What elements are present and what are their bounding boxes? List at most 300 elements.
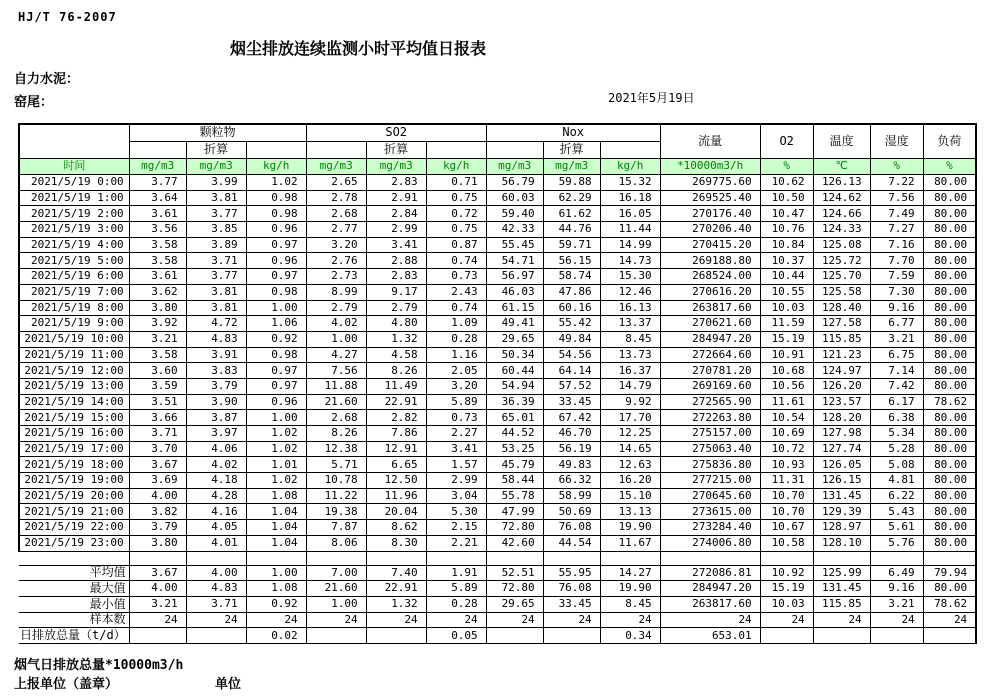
value-cell: 4.27 <box>306 347 366 363</box>
group-header: SO2 <box>306 124 486 142</box>
value-cell: 11.96 <box>366 488 426 504</box>
summary-value-cell: 24 <box>306 612 366 628</box>
summary-value-cell: 0.92 <box>246 596 306 612</box>
summary-value-cell: 24 <box>600 612 660 628</box>
group-header: Nox <box>486 124 660 142</box>
value-cell: 5.28 <box>870 441 923 457</box>
summary-value-cell: 272086.81 <box>660 565 760 581</box>
value-cell: 0.28 <box>426 331 486 347</box>
page-title: 烟尘排放连续监测小时平均值日报表 <box>230 39 487 58</box>
value-cell: 54.71 <box>486 253 543 269</box>
value-cell: 5.08 <box>870 457 923 473</box>
value-cell: 284947.20 <box>660 331 760 347</box>
value-cell: 9.16 <box>870 300 923 316</box>
value-cell: 12.91 <box>366 441 426 457</box>
table-row <box>19 331 976 347</box>
value-cell: 3.89 <box>186 237 246 253</box>
value-cell: 2.82 <box>366 410 426 426</box>
value-cell: 0.73 <box>426 410 486 426</box>
report-date: 2021年5月19日 <box>608 91 695 105</box>
value-cell: 3.61 <box>129 206 186 222</box>
value-cell: 36.39 <box>486 394 543 410</box>
value-cell: 124.97 <box>813 363 870 379</box>
value-cell: 3.79 <box>186 378 246 394</box>
time-cell: 2021/5/19 10:00 <box>19 331 129 347</box>
summary-value-cell <box>186 628 246 644</box>
blank-cell <box>870 551 923 565</box>
table-row <box>19 237 976 253</box>
value-cell: 4.02 <box>186 457 246 473</box>
converted-header: 折算 <box>543 142 600 159</box>
summary-value-cell: 22.91 <box>366 581 426 597</box>
value-cell: 127.98 <box>813 426 870 442</box>
value-cell: 1.02 <box>246 473 306 489</box>
value-cell: 3.61 <box>129 269 186 285</box>
value-cell: 19.90 <box>600 520 660 536</box>
header-row-units <box>19 159 976 175</box>
value-cell: 42.60 <box>486 535 543 551</box>
summary-value-cell: 19.90 <box>600 581 660 597</box>
value-cell: 126.15 <box>813 473 870 489</box>
value-cell: 80.00 <box>923 488 976 504</box>
company-name: 自力水泥： <box>14 72 80 87</box>
summary-value-cell: 24 <box>760 612 813 628</box>
value-cell: 7.59 <box>870 269 923 285</box>
value-cell: 80.00 <box>923 457 976 473</box>
table-row <box>19 441 976 457</box>
value-cell: 15.32 <box>600 175 660 191</box>
value-cell: 7.49 <box>870 206 923 222</box>
table-body <box>19 175 976 644</box>
value-cell: 7.16 <box>870 237 923 253</box>
value-cell: 47.99 <box>486 504 543 520</box>
value-cell: 6.65 <box>366 457 426 473</box>
value-cell: 64.14 <box>543 363 600 379</box>
value-cell: 11.59 <box>760 316 813 332</box>
value-cell: 4.80 <box>366 316 426 332</box>
value-cell: 54.56 <box>543 347 600 363</box>
value-cell: 50.34 <box>486 347 543 363</box>
summary-label: 最小值 <box>19 596 129 612</box>
value-cell: 124.62 <box>813 190 870 206</box>
value-cell: 6.17 <box>870 394 923 410</box>
value-cell: 270206.40 <box>660 222 760 238</box>
value-cell: 5.34 <box>870 426 923 442</box>
time-cell: 2021/5/19 13:00 <box>19 378 129 394</box>
value-cell: 17.70 <box>600 410 660 426</box>
value-cell: 1.04 <box>246 535 306 551</box>
value-cell: 3.83 <box>186 363 246 379</box>
value-cell: 269188.80 <box>660 253 760 269</box>
time-cell: 2021/5/19 16:00 <box>19 426 129 442</box>
value-cell: 80.00 <box>923 504 976 520</box>
summary-value-cell: 0.28 <box>426 596 486 612</box>
summary-value-cell: 263817.60 <box>660 596 760 612</box>
column-header: 温度 <box>813 124 870 159</box>
value-cell: 80.00 <box>923 441 976 457</box>
unit-header: *10000m3/h <box>660 159 760 175</box>
value-cell: 80.00 <box>923 331 976 347</box>
value-cell: 0.96 <box>246 222 306 238</box>
value-cell: 4.01 <box>186 535 246 551</box>
table-row <box>19 520 976 536</box>
value-cell: 3.51 <box>129 394 186 410</box>
value-cell: 4.83 <box>186 331 246 347</box>
value-cell: 0.98 <box>246 284 306 300</box>
value-cell: 16.20 <box>600 473 660 489</box>
value-cell: 3.69 <box>129 473 186 489</box>
table-row <box>19 363 976 379</box>
value-cell: 115.85 <box>813 331 870 347</box>
value-cell: 4.16 <box>186 504 246 520</box>
value-cell: 44.52 <box>486 426 543 442</box>
value-cell: 9.92 <box>600 394 660 410</box>
value-cell: 0.98 <box>246 347 306 363</box>
value-cell: 12.50 <box>366 473 426 489</box>
value-cell: 127.58 <box>813 316 870 332</box>
value-cell: 1.00 <box>246 410 306 426</box>
time-cell: 2021/5/19 0:00 <box>19 175 129 191</box>
table-row <box>19 206 976 222</box>
value-cell: 14.65 <box>600 441 660 457</box>
time-cell: 2021/5/19 9:00 <box>19 316 129 332</box>
value-cell: 58.44 <box>486 473 543 489</box>
value-cell: 42.33 <box>486 222 543 238</box>
value-cell: 2.05 <box>426 363 486 379</box>
value-cell: 128.10 <box>813 535 870 551</box>
value-cell: 125.58 <box>813 284 870 300</box>
value-cell: 4.02 <box>306 316 366 332</box>
value-cell: 270645.60 <box>660 488 760 504</box>
unit-header: kg/h <box>426 159 486 175</box>
value-cell: 66.32 <box>543 473 600 489</box>
table-row <box>19 410 976 426</box>
value-cell: 0.96 <box>246 394 306 410</box>
value-cell: 5.30 <box>426 504 486 520</box>
summary-label: 最大值 <box>19 581 129 597</box>
value-cell: 46.70 <box>543 426 600 442</box>
blank-row <box>19 551 976 565</box>
value-cell: 3.71 <box>129 426 186 442</box>
table-row <box>19 535 976 551</box>
time-cell: 2021/5/19 11:00 <box>19 347 129 363</box>
summary-value-cell: 72.80 <box>486 581 543 597</box>
summary-value-cell: 29.65 <box>486 596 543 612</box>
value-cell: 128.20 <box>813 410 870 426</box>
value-cell: 59.71 <box>543 237 600 253</box>
value-cell: 2.77 <box>306 222 366 238</box>
value-cell: 61.15 <box>486 300 543 316</box>
value-cell: 1.04 <box>246 504 306 520</box>
summary-value-cell: 4.00 <box>186 565 246 581</box>
summary-value-cell: 3.67 <box>129 565 186 581</box>
value-cell: 3.59 <box>129 378 186 394</box>
summary-value-cell: 78.62 <box>923 596 976 612</box>
summary-value-cell: 5.89 <box>426 581 486 597</box>
blank-cell <box>486 551 543 565</box>
value-cell: 80.00 <box>923 473 976 489</box>
value-cell: 272565.90 <box>660 394 760 410</box>
value-cell: 10.37 <box>760 253 813 269</box>
summary-value-cell: 0.02 <box>246 628 306 644</box>
value-cell: 80.00 <box>923 378 976 394</box>
header-row-groups <box>19 124 976 142</box>
value-cell: 11.31 <box>760 473 813 489</box>
value-cell: 1.00 <box>246 300 306 316</box>
summary-value-cell: 24 <box>426 612 486 628</box>
value-cell: 12.25 <box>600 426 660 442</box>
value-cell: 269169.60 <box>660 378 760 394</box>
value-cell: 1.16 <box>426 347 486 363</box>
summary-value-cell <box>486 628 543 644</box>
unit-header: mg/m3 <box>366 159 426 175</box>
value-cell: 3.80 <box>129 535 186 551</box>
value-cell: 12.63 <box>600 457 660 473</box>
summary-value-cell <box>760 628 813 644</box>
value-cell: 1.57 <box>426 457 486 473</box>
value-cell: 3.97 <box>186 426 246 442</box>
table-row <box>19 457 976 473</box>
value-cell: 60.03 <box>486 190 543 206</box>
unit-header: mg/m3 <box>543 159 600 175</box>
value-cell: 127.74 <box>813 441 870 457</box>
unit-header: % <box>760 159 813 175</box>
value-cell: 6.22 <box>870 488 923 504</box>
value-cell: 10.58 <box>760 535 813 551</box>
value-cell: 11.67 <box>600 535 660 551</box>
value-cell: 273615.00 <box>660 504 760 520</box>
value-cell: 55.42 <box>543 316 600 332</box>
value-cell: 0.97 <box>246 363 306 379</box>
value-cell: 7.56 <box>306 363 366 379</box>
value-cell: 2.91 <box>366 190 426 206</box>
value-cell: 11.44 <box>600 222 660 238</box>
value-cell: 0.97 <box>246 237 306 253</box>
value-cell: 16.13 <box>600 300 660 316</box>
time-cell: 2021/5/19 3:00 <box>19 222 129 238</box>
value-cell: 270781.20 <box>660 363 760 379</box>
summary-value-cell: 115.85 <box>813 596 870 612</box>
value-cell: 1.09 <box>426 316 486 332</box>
value-cell: 58.74 <box>543 269 600 285</box>
value-cell: 3.82 <box>129 504 186 520</box>
time-cell: 2021/5/19 21:00 <box>19 504 129 520</box>
value-cell: 3.20 <box>426 378 486 394</box>
table-row <box>19 300 976 316</box>
value-cell: 3.80 <box>129 300 186 316</box>
value-cell: 7.86 <box>366 426 426 442</box>
value-cell: 80.00 <box>923 410 976 426</box>
value-cell: 80.00 <box>923 190 976 206</box>
value-cell: 49.41 <box>486 316 543 332</box>
value-cell: 50.69 <box>543 504 600 520</box>
value-cell: 3.58 <box>129 237 186 253</box>
summary-label: 日排放总量（t/d） <box>19 628 129 644</box>
value-cell: 7.14 <box>870 363 923 379</box>
blank-cell <box>813 551 870 565</box>
converted-header: 折算 <box>186 142 246 159</box>
value-cell: 7.30 <box>870 284 923 300</box>
summary-value-cell: 8.45 <box>600 596 660 612</box>
value-cell: 10.84 <box>760 237 813 253</box>
value-cell: 0.98 <box>246 190 306 206</box>
value-cell: 3.58 <box>129 347 186 363</box>
sub-header-empty <box>600 142 660 159</box>
summary-row <box>19 581 976 597</box>
value-cell: 44.54 <box>543 535 600 551</box>
value-cell: 62.29 <box>543 190 600 206</box>
value-cell: 78.62 <box>923 394 976 410</box>
summary-value-cell: 24 <box>366 612 426 628</box>
value-cell: 8.99 <box>306 284 366 300</box>
value-cell: 80.00 <box>923 316 976 332</box>
value-cell: 2.83 <box>366 269 426 285</box>
value-cell: 9.17 <box>366 284 426 300</box>
time-cell: 2021/5/19 20:00 <box>19 488 129 504</box>
value-cell: 46.03 <box>486 284 543 300</box>
value-cell: 20.04 <box>366 504 426 520</box>
unit-header: % <box>923 159 976 175</box>
summary-value-cell: 52.51 <box>486 565 543 581</box>
value-cell: 10.72 <box>760 441 813 457</box>
value-cell: 5.43 <box>870 504 923 520</box>
summary-value-cell: 24 <box>129 612 186 628</box>
value-cell: 0.97 <box>246 378 306 394</box>
summary-value-cell <box>923 628 976 644</box>
value-cell: 60.44 <box>486 363 543 379</box>
value-cell: 10.67 <box>760 520 813 536</box>
blank-cell <box>306 551 366 565</box>
summary-value-cell <box>813 628 870 644</box>
value-cell: 22.91 <box>366 394 426 410</box>
value-cell: 124.33 <box>813 222 870 238</box>
group-header: 颗粒物 <box>129 124 306 142</box>
summary-value-cell: 1.00 <box>246 565 306 581</box>
unit-header: mg/m3 <box>186 159 246 175</box>
value-cell: 1.04 <box>246 520 306 536</box>
value-cell: 1.00 <box>306 331 366 347</box>
value-cell: 2.21 <box>426 535 486 551</box>
unit-label: 单位 <box>215 677 242 692</box>
unit-header: mg/m3 <box>306 159 366 175</box>
value-cell: 269775.60 <box>660 175 760 191</box>
value-cell: 80.00 <box>923 237 976 253</box>
value-cell: 14.99 <box>600 237 660 253</box>
value-cell: 3.21 <box>129 331 186 347</box>
value-cell: 4.05 <box>186 520 246 536</box>
station-name: 窑尾： <box>14 95 54 110</box>
sub-header-empty <box>129 142 186 159</box>
value-cell: 65.01 <box>486 410 543 426</box>
table-row <box>19 378 976 394</box>
value-cell: 16.18 <box>600 190 660 206</box>
value-cell: 3.81 <box>186 190 246 206</box>
value-cell: 3.91 <box>186 347 246 363</box>
value-cell: 16.05 <box>600 206 660 222</box>
value-cell: 268524.00 <box>660 269 760 285</box>
value-cell: 3.67 <box>129 457 186 473</box>
value-cell: 8.30 <box>366 535 426 551</box>
time-cell: 2021/5/19 12:00 <box>19 363 129 379</box>
value-cell: 0.97 <box>246 269 306 285</box>
value-cell: 10.78 <box>306 473 366 489</box>
column-header: 湿度 <box>870 124 923 159</box>
value-cell: 2.73 <box>306 269 366 285</box>
value-cell: 10.50 <box>760 190 813 206</box>
value-cell: 3.04 <box>426 488 486 504</box>
summary-value-cell: 24 <box>186 612 246 628</box>
value-cell: 263817.60 <box>660 300 760 316</box>
unit-header: kg/h <box>246 159 306 175</box>
value-cell: 80.00 <box>923 175 976 191</box>
time-cell: 2021/5/19 23:00 <box>19 535 129 551</box>
summary-value-cell <box>366 628 426 644</box>
summary-value-cell: 3.21 <box>129 596 186 612</box>
value-cell: 80.00 <box>923 347 976 363</box>
value-cell: 55.45 <box>486 237 543 253</box>
value-cell: 3.81 <box>186 284 246 300</box>
summary-value-cell: 14.27 <box>600 565 660 581</box>
time-cell: 2021/5/19 18:00 <box>19 457 129 473</box>
value-cell: 49.84 <box>543 331 600 347</box>
value-cell: 10.56 <box>760 378 813 394</box>
table-row <box>19 316 976 332</box>
value-cell: 131.45 <box>813 488 870 504</box>
value-cell: 269525.40 <box>660 190 760 206</box>
value-cell: 121.23 <box>813 347 870 363</box>
value-cell: 5.61 <box>870 520 923 536</box>
blank-cell <box>129 551 186 565</box>
value-cell: 275836.80 <box>660 457 760 473</box>
value-cell: 3.79 <box>129 520 186 536</box>
summary-value-cell <box>306 628 366 644</box>
value-cell: 80.00 <box>923 253 976 269</box>
value-cell: 4.28 <box>186 488 246 504</box>
value-cell: 2.99 <box>426 473 486 489</box>
blank-cell <box>660 551 760 565</box>
value-cell: 4.06 <box>186 441 246 457</box>
value-cell: 1.02 <box>246 426 306 442</box>
reporting-unit-label: 上报单位（盖章） <box>14 677 119 692</box>
table-header <box>19 124 976 175</box>
value-cell: 2.27 <box>426 426 486 442</box>
value-cell: 12.46 <box>600 284 660 300</box>
value-cell: 10.70 <box>760 504 813 520</box>
value-cell: 126.20 <box>813 378 870 394</box>
table-row <box>19 426 976 442</box>
summary-value-cell: 10.92 <box>760 565 813 581</box>
time-header-spacer <box>19 124 129 159</box>
value-cell: 56.79 <box>486 175 543 191</box>
value-cell: 3.99 <box>186 175 246 191</box>
time-cell: 2021/5/19 22:00 <box>19 520 129 536</box>
value-cell: 2.79 <box>366 300 426 316</box>
value-cell: 19.38 <box>306 504 366 520</box>
blank-cell <box>923 551 976 565</box>
value-cell: 4.72 <box>186 316 246 332</box>
sub-header-empty <box>486 142 543 159</box>
value-cell: 1.02 <box>246 441 306 457</box>
value-cell: 10.68 <box>760 363 813 379</box>
value-cell: 3.87 <box>186 410 246 426</box>
value-cell: 80.00 <box>923 535 976 551</box>
value-cell: 58.99 <box>543 488 600 504</box>
table-row <box>19 394 976 410</box>
value-cell: 3.20 <box>306 237 366 253</box>
value-cell: 7.22 <box>870 175 923 191</box>
value-cell: 0.96 <box>246 253 306 269</box>
blank-cell <box>186 551 246 565</box>
